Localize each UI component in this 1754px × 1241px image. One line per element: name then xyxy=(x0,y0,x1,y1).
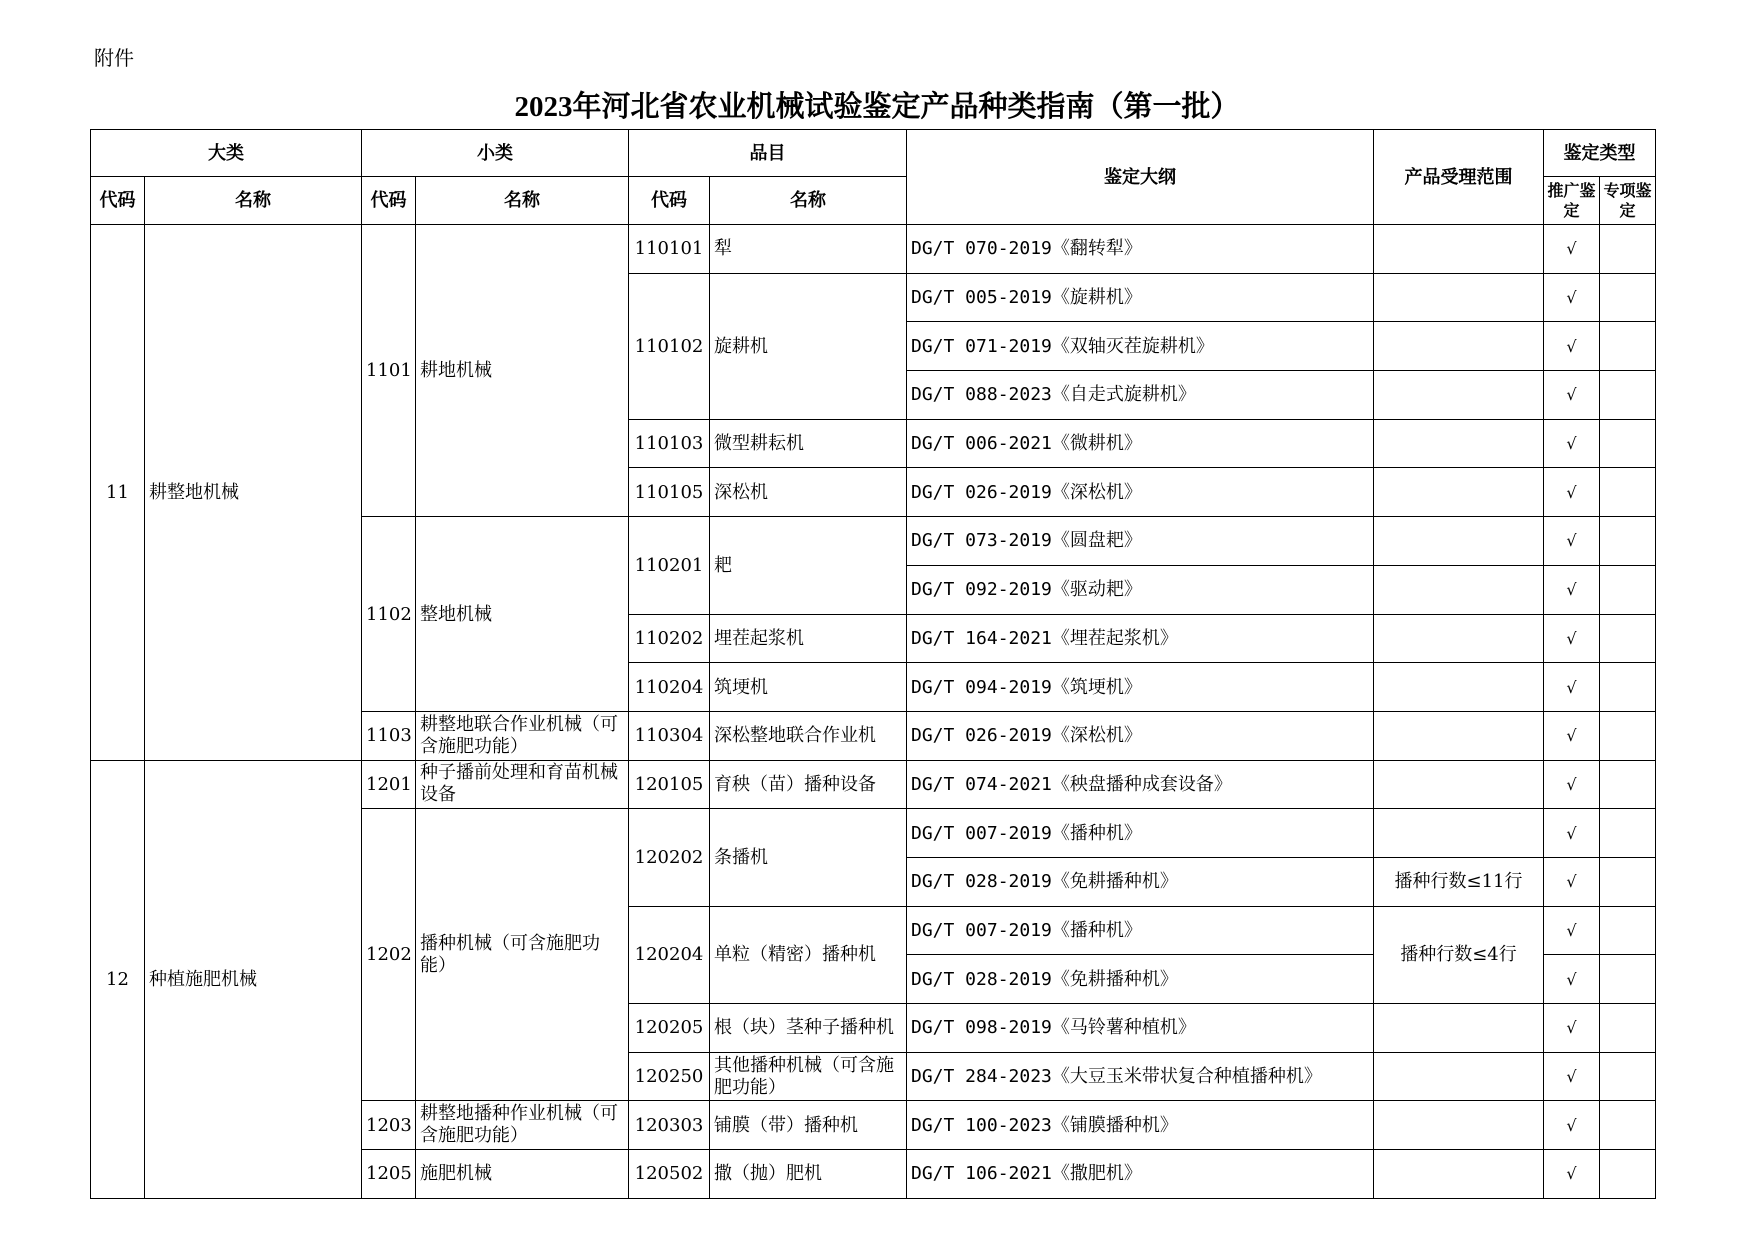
minor-code: 1205 xyxy=(362,1150,416,1199)
minor-name: 耕地机械 xyxy=(416,225,629,517)
scope-cell xyxy=(1374,1052,1544,1101)
scope-cell xyxy=(1374,565,1544,614)
minor-code: 1102 xyxy=(362,517,416,712)
table-row xyxy=(91,225,1656,274)
outline-cell: DG/T 098-2019《马铃薯种植机》 xyxy=(907,1004,1374,1053)
scope-cell xyxy=(1374,711,1544,760)
outline-cell: DG/T 073-2019《圆盘耙》 xyxy=(907,517,1374,566)
promo-check: √ xyxy=(1544,906,1600,955)
special-cell xyxy=(1600,1004,1656,1053)
scope-cell xyxy=(1374,809,1544,858)
header-major: 大类 xyxy=(91,130,362,177)
item-code: 110103 xyxy=(629,419,710,468)
outline-cell: DG/T 071-2019《双轴灭茬旋耕机》 xyxy=(907,322,1374,371)
item-name: 单粒（精密）播种机 xyxy=(710,906,907,1003)
promo-check: √ xyxy=(1544,419,1600,468)
promo-check: √ xyxy=(1544,565,1600,614)
scope-cell: 播种行数≤4行 xyxy=(1374,906,1544,1003)
item-code: 110202 xyxy=(629,614,710,663)
scope-cell xyxy=(1374,1150,1544,1199)
scope-cell xyxy=(1374,760,1544,809)
item-code: 120105 xyxy=(629,760,710,809)
outline-cell: DG/T 092-2019《驱动耙》 xyxy=(907,565,1374,614)
item-name: 犁 xyxy=(710,225,907,274)
promo-check: √ xyxy=(1544,1101,1600,1150)
product-guide-table xyxy=(90,129,1656,1199)
special-cell xyxy=(1600,273,1656,322)
promo-check: √ xyxy=(1544,614,1600,663)
item-name: 铺膜（带）播种机 xyxy=(710,1101,907,1150)
item-name: 育秧（苗）播种设备 xyxy=(710,760,907,809)
scope-cell xyxy=(1374,468,1544,517)
item-name: 旋耕机 xyxy=(710,273,907,419)
item-code: 120303 xyxy=(629,1101,710,1150)
item-code: 110304 xyxy=(629,711,710,760)
item-code: 120250 xyxy=(629,1052,710,1101)
special-cell xyxy=(1600,955,1656,1004)
scope-cell xyxy=(1374,225,1544,274)
page-title: 2023年河北省农业机械试验鉴定产品种类指南（第一批） xyxy=(514,91,1240,123)
header-minor: 小类 xyxy=(362,130,629,177)
promo-check: √ xyxy=(1544,322,1600,371)
promo-check: √ xyxy=(1544,809,1600,858)
special-cell xyxy=(1600,857,1656,906)
outline-cell: DG/T 026-2019《深松机》 xyxy=(907,468,1374,517)
promo-check: √ xyxy=(1544,1004,1600,1053)
promo-check: √ xyxy=(1544,760,1600,809)
item-name: 撒（抛）肥机 xyxy=(710,1150,907,1199)
special-cell xyxy=(1600,322,1656,371)
special-cell xyxy=(1600,760,1656,809)
item-code: 110101 xyxy=(629,225,710,274)
promo-check: √ xyxy=(1544,1052,1600,1101)
scope-cell xyxy=(1374,1004,1544,1053)
item-name: 深松整地联合作业机 xyxy=(710,711,907,760)
special-cell xyxy=(1600,614,1656,663)
minor-name: 施肥机械 xyxy=(416,1150,629,1199)
outline-cell: DG/T 074-2021《秧盘播种成套设备》 xyxy=(907,760,1374,809)
item-code: 120204 xyxy=(629,906,710,1003)
item-code: 120202 xyxy=(629,809,710,906)
outline-cell: DG/T 284-2023《大豆玉米带状复合种植播种机》 xyxy=(907,1052,1374,1101)
promo-check: √ xyxy=(1544,225,1600,274)
outline-cell: DG/T 005-2019《旋耕机》 xyxy=(907,273,1374,322)
outline-cell: DG/T 028-2019《免耕播种机》 xyxy=(907,955,1374,1004)
promo-check: √ xyxy=(1544,371,1600,420)
item-name: 深松机 xyxy=(710,468,907,517)
header-promo: 推广鉴定 xyxy=(1544,177,1600,225)
header-major-code: 代码 xyxy=(91,177,145,225)
outline-cell: DG/T 026-2019《深松机》 xyxy=(907,711,1374,760)
special-cell xyxy=(1600,906,1656,955)
header-minor-name: 名称 xyxy=(416,177,629,225)
outline-cell: DG/T 007-2019《播种机》 xyxy=(907,809,1374,858)
item-code: 110201 xyxy=(629,517,710,614)
scope-cell xyxy=(1374,273,1544,322)
promo-check: √ xyxy=(1544,955,1600,1004)
outline-cell: DG/T 028-2019《免耕播种机》 xyxy=(907,857,1374,906)
header-major-name: 名称 xyxy=(145,177,362,225)
special-cell xyxy=(1600,225,1656,274)
promo-check: √ xyxy=(1544,711,1600,760)
promo-check: √ xyxy=(1544,857,1600,906)
header-item: 品目 xyxy=(629,130,907,177)
header-minor-code: 代码 xyxy=(362,177,416,225)
scope-cell xyxy=(1374,371,1544,420)
minor-code: 1101 xyxy=(362,225,416,517)
minor-name: 种子播前处理和育苗机械设备 xyxy=(416,760,629,809)
item-name: 微型耕耘机 xyxy=(710,419,907,468)
promo-check: √ xyxy=(1544,517,1600,566)
outline-cell: DG/T 164-2021《埋茬起浆机》 xyxy=(907,614,1374,663)
outline-cell: DG/T 100-2023《铺膜播种机》 xyxy=(907,1101,1374,1150)
major-code: 11 xyxy=(91,225,145,761)
special-cell xyxy=(1600,468,1656,517)
item-code: 110204 xyxy=(629,663,710,712)
header-type: 鉴定类型 xyxy=(1544,130,1656,177)
outline-cell: DG/T 106-2021《撒肥机》 xyxy=(907,1150,1374,1199)
minor-code: 1202 xyxy=(362,809,416,1101)
table-row xyxy=(91,760,1656,809)
special-cell xyxy=(1600,711,1656,760)
item-name: 条播机 xyxy=(710,809,907,906)
minor-name: 耕整地播种作业机械（可含施肥功能） xyxy=(416,1101,629,1150)
item-code: 120502 xyxy=(629,1150,710,1199)
special-cell xyxy=(1600,371,1656,420)
item-name: 筑埂机 xyxy=(710,663,907,712)
header-item-name: 名称 xyxy=(710,177,907,225)
item-name: 根（块）茎种子播种机 xyxy=(710,1004,907,1053)
special-cell xyxy=(1600,565,1656,614)
scope-cell xyxy=(1374,1101,1544,1150)
special-cell xyxy=(1600,419,1656,468)
item-name: 埋茬起浆机 xyxy=(710,614,907,663)
special-cell xyxy=(1600,1150,1656,1199)
outline-cell: DG/T 088-2023《自走式旋耕机》 xyxy=(907,371,1374,420)
outline-cell: DG/T 007-2019《播种机》 xyxy=(907,906,1374,955)
scope-cell xyxy=(1374,322,1544,371)
header-item-code: 代码 xyxy=(629,177,710,225)
scope-cell xyxy=(1374,614,1544,663)
scope-cell: 播种行数≤11行 xyxy=(1374,857,1544,906)
outline-cell: DG/T 070-2019《翻转犁》 xyxy=(907,225,1374,274)
item-name: 其他播种机械（可含施肥功能） xyxy=(710,1052,907,1101)
minor-name: 耕整地联合作业机械（可含施肥功能） xyxy=(416,711,629,760)
item-code: 110102 xyxy=(629,273,710,419)
special-cell xyxy=(1600,663,1656,712)
special-cell xyxy=(1600,1052,1656,1101)
major-name: 耕整地机械 xyxy=(145,225,362,761)
special-cell xyxy=(1600,517,1656,566)
promo-check: √ xyxy=(1544,468,1600,517)
attachment-label: 附件 xyxy=(94,46,134,70)
scope-cell xyxy=(1374,419,1544,468)
outline-cell: DG/T 006-2021《微耕机》 xyxy=(907,419,1374,468)
scope-cell xyxy=(1374,517,1544,566)
special-cell xyxy=(1600,1101,1656,1150)
major-code: 12 xyxy=(91,760,145,1198)
minor-code: 1203 xyxy=(362,1101,416,1150)
scope-cell xyxy=(1374,663,1544,712)
outline-cell: DG/T 094-2019《筑埂机》 xyxy=(907,663,1374,712)
minor-code: 1201 xyxy=(362,760,416,809)
promo-check: √ xyxy=(1544,663,1600,712)
item-code: 110105 xyxy=(629,468,710,517)
header-special: 专项鉴定 xyxy=(1600,177,1656,225)
promo-check: √ xyxy=(1544,1150,1600,1199)
header-outline: 鉴定大纲 xyxy=(907,130,1374,225)
item-code: 120205 xyxy=(629,1004,710,1053)
minor-name: 播种机械（可含施肥功能） xyxy=(416,809,629,1101)
major-name: 种植施肥机械 xyxy=(145,760,362,1198)
special-cell xyxy=(1600,809,1656,858)
item-name: 耙 xyxy=(710,517,907,614)
minor-code: 1103 xyxy=(362,711,416,760)
header-scope: 产品受理范围 xyxy=(1374,130,1544,225)
minor-name: 整地机械 xyxy=(416,517,629,712)
promo-check: √ xyxy=(1544,273,1600,322)
